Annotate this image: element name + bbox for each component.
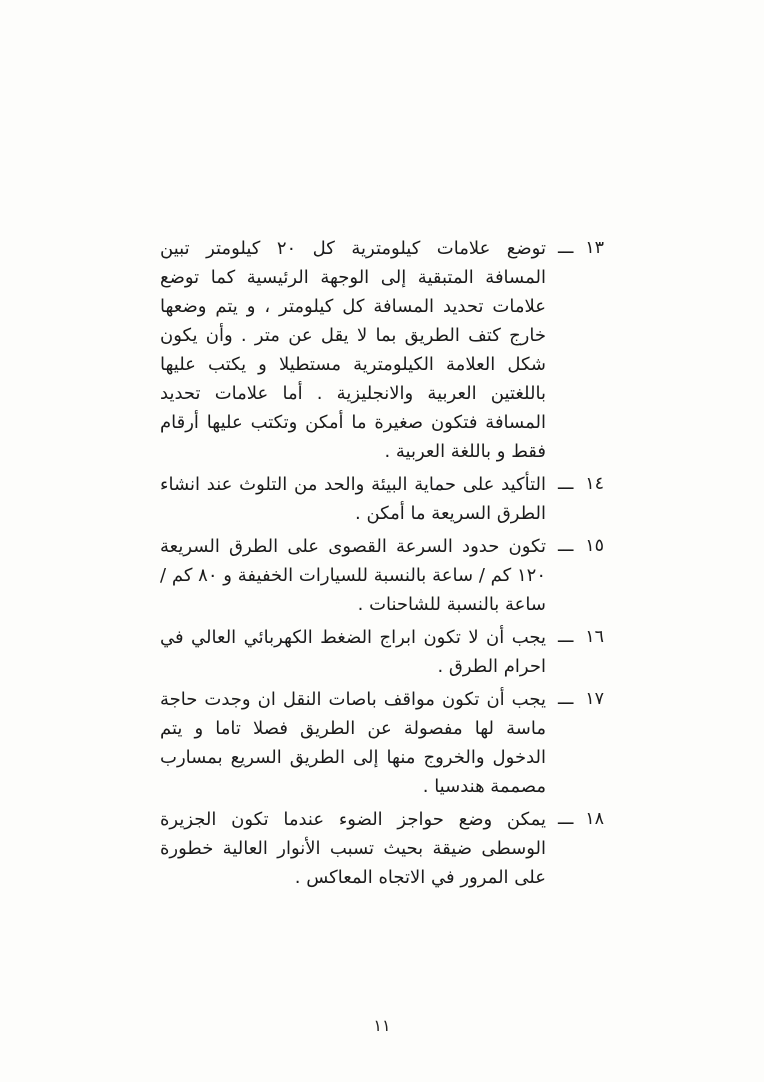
page-number: ١١: [373, 1016, 391, 1035]
list-item: [160, 470, 604, 528]
list-item: [160, 685, 604, 801]
item-dash: ـــ: [558, 689, 574, 709]
item-dash: ـــ: [558, 809, 574, 829]
item-number: ١٥: [585, 536, 604, 556]
item-marker: [546, 805, 604, 892]
list-item: [160, 623, 604, 681]
item-marker: [546, 623, 604, 681]
item-dash: ـــ: [558, 474, 574, 494]
item-marker: [546, 532, 604, 619]
item-number: ١٣: [585, 238, 604, 258]
item-dash: ـــ: [558, 536, 574, 556]
item-text: التأكيد على حماية البيئة والحد من التلوث عند انشاء الطرق السريعة ما أمكن .: [160, 474, 546, 524]
item-number: ١٧: [585, 689, 604, 709]
item-text: تكون حدود السرعة القصوى على الطرق السريعة ١٢٠ كم / ساعة بالنسبة للسيارات الخفيفة و ٨٠ كم / ساعة بالنسبة للشاحنات .: [160, 536, 546, 615]
numbered-list: [160, 234, 604, 896]
item-dash: ـــ: [558, 627, 574, 647]
item-marker: [546, 685, 604, 801]
item-text: يجب أن لا تكون ابراج الضغط الكهربائي العالي في احرام الطرق .: [160, 627, 546, 677]
item-marker: [546, 470, 604, 528]
item-number: ١٨: [585, 809, 604, 829]
item-dash: ـــ: [558, 238, 574, 258]
item-text: يجب أن تكون مواقف باصات النقل ان وجدت حاجة ماسة لها مفصولة عن الطريق فصلا تاما و يتم الدخول والخروج منها إلى الطريق السريع بمسارب مصممة هندسيا .: [160, 689, 546, 797]
item-number: ١٦: [585, 627, 604, 647]
list-item: [160, 805, 604, 892]
item-marker: [546, 234, 604, 466]
item-number: ١٤: [585, 474, 604, 494]
list-item: [160, 532, 604, 619]
item-text: يمكن وضع حواجز الضوء عندما تكون الجزيرة الوسطى ضيقة بحيث تسبب الأنوار العالية خطورة على المرور في الاتجاه المعاكس .: [160, 809, 546, 888]
list-item: [160, 234, 604, 466]
item-text: توضع علامات كيلومترية كل ٢٠ كيلومتر تبين المسافة المتبقية إلى الوجهة الرئيسية كما توضع علامات تحديد المسافة كل كيلومتر ، و يتم وضعها خارج كتف الطريق بما لا يقل عن متر . وأن يكون شكل العلامة الكيلومترية مستطيلا و يكتب عليها باللغتين العربية والانجليزية . أما علامات تحديد المسافة فتكون صغيرة ما أمكن وتكتب عليها أرقام فقط و باللغة العربية .: [160, 238, 546, 462]
